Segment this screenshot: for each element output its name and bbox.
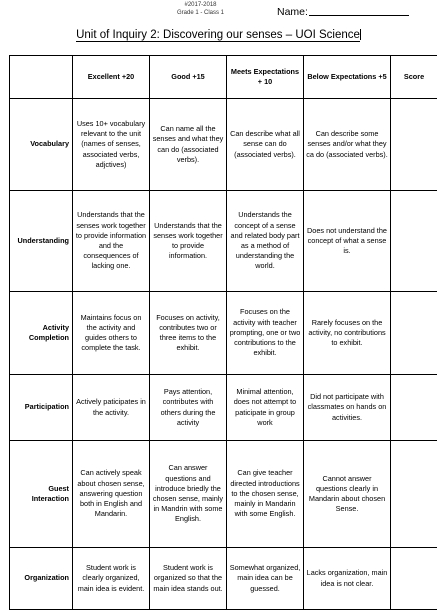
row-label-participation: Participation [10, 375, 73, 441]
cell-below: Lacks organization, main idea is not clear. [304, 548, 391, 610]
name-label: Name: [277, 6, 308, 18]
cell-score[interactable] [391, 292, 437, 375]
row-label-vocabulary: Vocabulary [10, 99, 73, 191]
cell-below: Can describe some senses and/or what they ca do (associated verbs). [304, 99, 391, 191]
cell-below: Rarely focuses on the activity, no contributions to exhibit. [304, 292, 391, 375]
cell-good: Can name all the senses and what they can do (associated verbs). [150, 99, 227, 191]
cell-score[interactable] [391, 548, 437, 610]
header-cell-score: Score [391, 56, 437, 99]
header-cell-good: Good +15 [150, 56, 227, 99]
cell-score[interactable] [391, 375, 437, 441]
cell-good: Pays attention, contributes with others during the activity [150, 375, 227, 441]
cell-score[interactable] [391, 99, 437, 191]
table-row [10, 99, 437, 191]
cell-excellent: Actively paticipates in the activity. [73, 375, 150, 441]
cell-excellent: Uses 10+ vocabulary relevant to the unit (names of senses, associated verbs, adjctives) [73, 99, 150, 191]
table-row [10, 441, 437, 548]
cell-below: Does not understand the concept of what a sense is. [304, 191, 391, 292]
cell-good: Student work is organized so that the main idea stands out. [150, 548, 227, 610]
cell-meets: Focuses on the activity with teacher prompting, one or two contributions to the exhibit. [227, 292, 304, 375]
row-label-understanding: Understanding [10, 191, 73, 292]
cell-meets: Can give teacher directed introductions to the chosen sense, mainly in Mandarin with some English. [227, 441, 304, 548]
cell-meets: Can describe what all sense can do (associated verbs). [227, 99, 304, 191]
cell-good: Focuses on activity, contributes two or three items to the exhibit. [150, 292, 227, 375]
table-row [10, 191, 437, 292]
header-cell-below: Below Expectations +5 [304, 56, 391, 99]
cell-excellent: Maintains focus on the activity and guides others to complete the task. [73, 292, 150, 375]
cell-score[interactable] [391, 191, 437, 292]
table-row [10, 292, 437, 375]
row-label-activity-completion: Activity Completion [10, 292, 73, 375]
cell-meets: Somewhat organized, main idea can be guessed. [227, 548, 304, 610]
cell-below: Did not participate with classmates on hands on activities. [304, 375, 391, 441]
name-field[interactable] [277, 6, 409, 18]
grade-class: Grade 1 - Class 1 [0, 10, 419, 16]
cell-excellent: Understands that the senses work together to provide information and the consequences of lacking one. [73, 191, 150, 292]
row-label-organization: Organization [10, 548, 73, 610]
header-cell-meets: Meets Expectations + 10 [227, 56, 304, 99]
rubric-table [9, 55, 437, 610]
table-row [10, 548, 437, 610]
cell-good: Can answer questions and introduce briedly the chosen sense, mainly in Mandrin with some English. [150, 441, 227, 548]
cell-good: Understands that the senses work together to provide information. [150, 191, 227, 292]
cell-excellent: Student work is clearly organized, main idea is evident. [73, 548, 150, 610]
cell-below: Cannot answer questions clearly in Mandarin about chosen Sense. [304, 441, 391, 548]
cell-meets: Minimal attention, does not attempt to paticipate in group work [227, 375, 304, 441]
header-cell-excellent: Excellent +20 [73, 56, 150, 99]
cell-excellent: Can actively speak about chosen sense, answering question both in English and Mandarin. [73, 441, 150, 548]
school-year: #2017-2018 [0, 2, 419, 8]
cell-score[interactable] [391, 441, 437, 548]
text-cursor [360, 29, 361, 40]
header-cell-blank [10, 56, 73, 99]
name-blank-line[interactable] [309, 6, 409, 16]
row-label-guest-interaction: Guest Interaction [10, 441, 73, 548]
cell-meets: Understands the concept of a sense and related body part as a method of understanding the world. [227, 191, 304, 292]
unit-title-prefix: Unit of Inquiry 2: [76, 29, 163, 41]
unit-title [0, 29, 437, 41]
table-row [10, 375, 437, 441]
unit-title-main: Discovering our senses – UOI Science [163, 29, 360, 41]
header-row [10, 56, 437, 99]
